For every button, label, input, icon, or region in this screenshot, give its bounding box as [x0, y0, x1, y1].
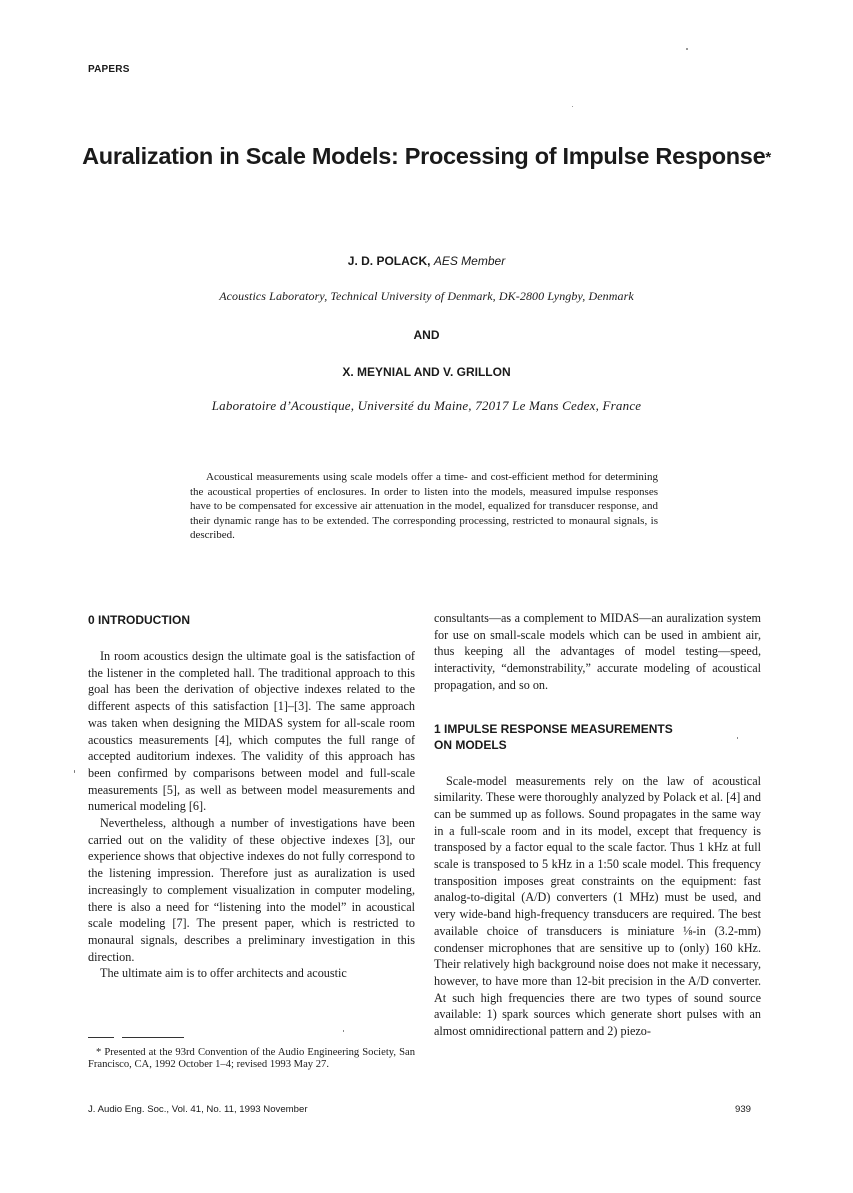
- primary-author: [60, 254, 793, 268]
- abstract-text: Acoustical measurements using scale models offer a time- and cost-efficient method for determining the acoustical properties of enclosures. In order to listen into the models, measured impulse responses have to be compensated for excessive air attenuation in the model, equalized for transducer response, and their dynamic range has to be extended. The corresponding processing, restricted to monaural signals, is described.: [190, 471, 658, 541]
- abstract: [190, 470, 658, 543]
- left-column: [88, 612, 415, 982]
- primary-affiliation: Acoustics Laboratory, Technical University of Denmark, DK-2800 Lyngby, Denmark: [219, 289, 634, 303]
- section-1-heading-line-2: ON MODELS: [434, 737, 507, 752]
- footer-page-number: 939: [735, 1104, 752, 1115]
- primary-author-name: J. D. POLACK,: [347, 254, 431, 268]
- author-conjunction: AND: [413, 328, 440, 342]
- scan-speck: [572, 106, 573, 107]
- primary-author-membership: AES Member: [433, 254, 506, 268]
- intro-paragraph-2: Nevertheless, although a number of investigations have been carried out on the validity of these objective indexes [3], our experience shows that objective indexes do not fully correspond to the listening impression. Therefore just as auralization is used increasingly to complement visualization in computer modeling, there is also a need for “listening into the model” in acoustical scale modeling [7]. The present paper, which is restricted to monaural signals, describes a preliminary investigation in this direction.: [88, 816, 415, 964]
- intro-continuation: consultants—as a complement to MIDAS—an auralization system for use on small-scale models which can be used in ambient air, thus keeping all the advantages of model testing—speed, interactivity, “demonstrability,” accurate modeling of acoustical propagation, and so on.: [434, 611, 761, 692]
- introduction-heading: 0 INTRODUCTION: [88, 613, 190, 627]
- section-1-heading: [434, 721, 761, 753]
- footnote-text: * Presented at the 93rd Convention of the Audio Engineering Society, San Francisco, CA, 1992 October 1–4; revised 1993 May 27.: [88, 1047, 415, 1070]
- secondary-affiliation: Laboratoire d’Acoustique, Université du Maine, 72017 Le Mans Cedex, France: [211, 398, 642, 413]
- section-label: PAPERS: [88, 64, 130, 75]
- section-1-heading-line-1: 1 IMPULSE RESPONSE MEASUREMENTS: [434, 721, 673, 736]
- footnote: [88, 1047, 415, 1071]
- intro-paragraph-3: The ultimate aim is to offer architects and acoustic: [100, 966, 347, 981]
- title-footnote-mark: *: [765, 149, 771, 166]
- paper-title-text: Auralization in Scale Models: Processing of Impulse Response: [82, 143, 766, 169]
- intro-paragraph-1: In room acoustics design the ultimate goal is the satisfaction of the listener in the completed hall. The traditional approach to this goal has been the derivation of objective indexes related to the different aspects of this satisfaction [1]–[3]. The same approach was taken when designing the MIDAS system for all-scale room acoustics measurements [4], which computes the full range of accepted auditorium indexes. The validity of this approach has been confirmed by comparisons between model and full-scale measurements [5], as well as between model measurements and numerical modeling [6].: [88, 649, 415, 814]
- scan-speck: [737, 737, 738, 739]
- scan-speck: [686, 48, 688, 50]
- secondary-authors: X. MEYNIAL AND V. GRILLON: [342, 365, 511, 379]
- scan-speck: [343, 1030, 344, 1032]
- section-1-paragraph: Scale-model measurements rely on the law of acoustical similarity. These were thoroughly analyzed by Polack et al. [4] and can be summed up as follows. Sound propagates in the same way in a full-scale room and in its model, except that frequency is transposed by a factor equal to the scale factor. Thus 1 kHz at full scale is transposed to 5 kHz in a 1:50 scale model. This frequency transposition imposes great constraints on the equipment: fast analog-to-digital (A/D) converters (1 MHz) must be used, and very wide-band high-frequency transducers are required. The best available choice of transducers is miniature ⅛-in (3.2-mm) condenser microphones that are sensitive up to (only) 160 kHz. Their relatively high background noise does not make it necessary, however, to have more than 12-bit precision in the A/D converter. At such high frequencies there are two types of sound source available: 1) spark sources which generate short pulses with an almost omnidirectional pattern and 2) piezo-: [434, 773, 761, 1039]
- right-column: [434, 610, 761, 1040]
- paper-title: [60, 140, 793, 173]
- scan-speck: [74, 770, 75, 773]
- footer-journal-citation: J. Audio Eng. Soc., Vol. 41, No. 11, 1993 November: [88, 1104, 308, 1115]
